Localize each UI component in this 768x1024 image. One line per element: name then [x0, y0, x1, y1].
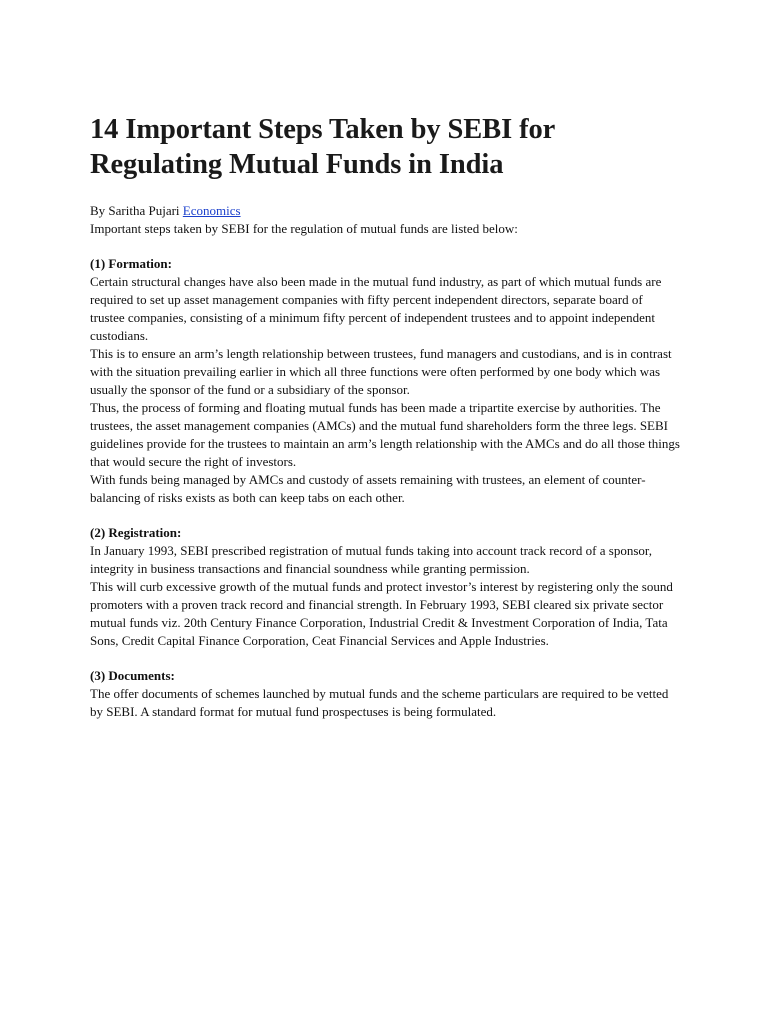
article-title: 14 Important Steps Taken by SEBI for Regulating Mutual Funds in India: [90, 114, 555, 180]
section-heading-registration: (2) Registration:: [90, 525, 182, 540]
paragraph: This is to ensure an arm’s length relationship between trustees, fund managers and custodians, and is in contrast with the situation prevailing earlier in which all three functions were often performed by one body which was usually the sponsor of the fund or a subsidiary of the sponsor.: [90, 346, 672, 397]
paragraph: The offer documents of schemes launched by mutual funds and the scheme particulars are required to be vetted by SEBI. A standard format for mutual fund prospectuses is being formulated.: [90, 686, 669, 719]
paragraph: Certain structural changes have also been made in the mutual fund industry, as part of which mutual funds are required to set up asset management companies with fifty percent independent directors, separate board of trustee companies, consisting of a minimum fifty percent of independent trustees and to appoint independent custodians.: [90, 274, 662, 343]
paragraph: This will curb excessive growth of the mutual funds and protect investor’s interest by registering only the sound promoters with a proven track record and financial strength. In February 1993, SEBI cleared six private sector mutual funds viz. 20th Century Finance Corporation, Industrial Credit & Investment Corporation of India, Tata Sons, Credit Capital Finance Corporation, Ceat Financial Services and Apple Industries.: [90, 579, 673, 648]
intro-paragraph: Important steps taken by SEBI for the regulation of mutual funds are listed below:: [90, 221, 518, 236]
author-name: By Saritha Pujari: [90, 203, 180, 218]
paragraph: With funds being managed by AMCs and custody of assets remaining with trustees, an element of counter-balancing of risks exists as both can keep tabs on each other.: [90, 472, 646, 505]
paragraph: In January 1993, SEBI prescribed registration of mutual funds taking into account track record of a sponsor, integrity in business transactions and financial soundness while granting permission.: [90, 543, 652, 576]
article: [90, 112, 680, 721]
category-link[interactable]: Economics: [182, 203, 241, 218]
byline: [90, 202, 680, 220]
section-heading-documents: (3) Documents:: [90, 668, 175, 683]
section-heading-formation: (1) Formation:: [90, 256, 172, 271]
paragraph: Thus, the process of forming and floating mutual funds has been made a tripartite exercise by authorities. The trustees, the asset management companies (AMCs) and the mutual fund shareholders form the three legs. SEBI guidelines provide for the trustees to maintain an arm’s length relationship with the AMCs and do all those things that would secure the right of investors.: [90, 400, 680, 469]
